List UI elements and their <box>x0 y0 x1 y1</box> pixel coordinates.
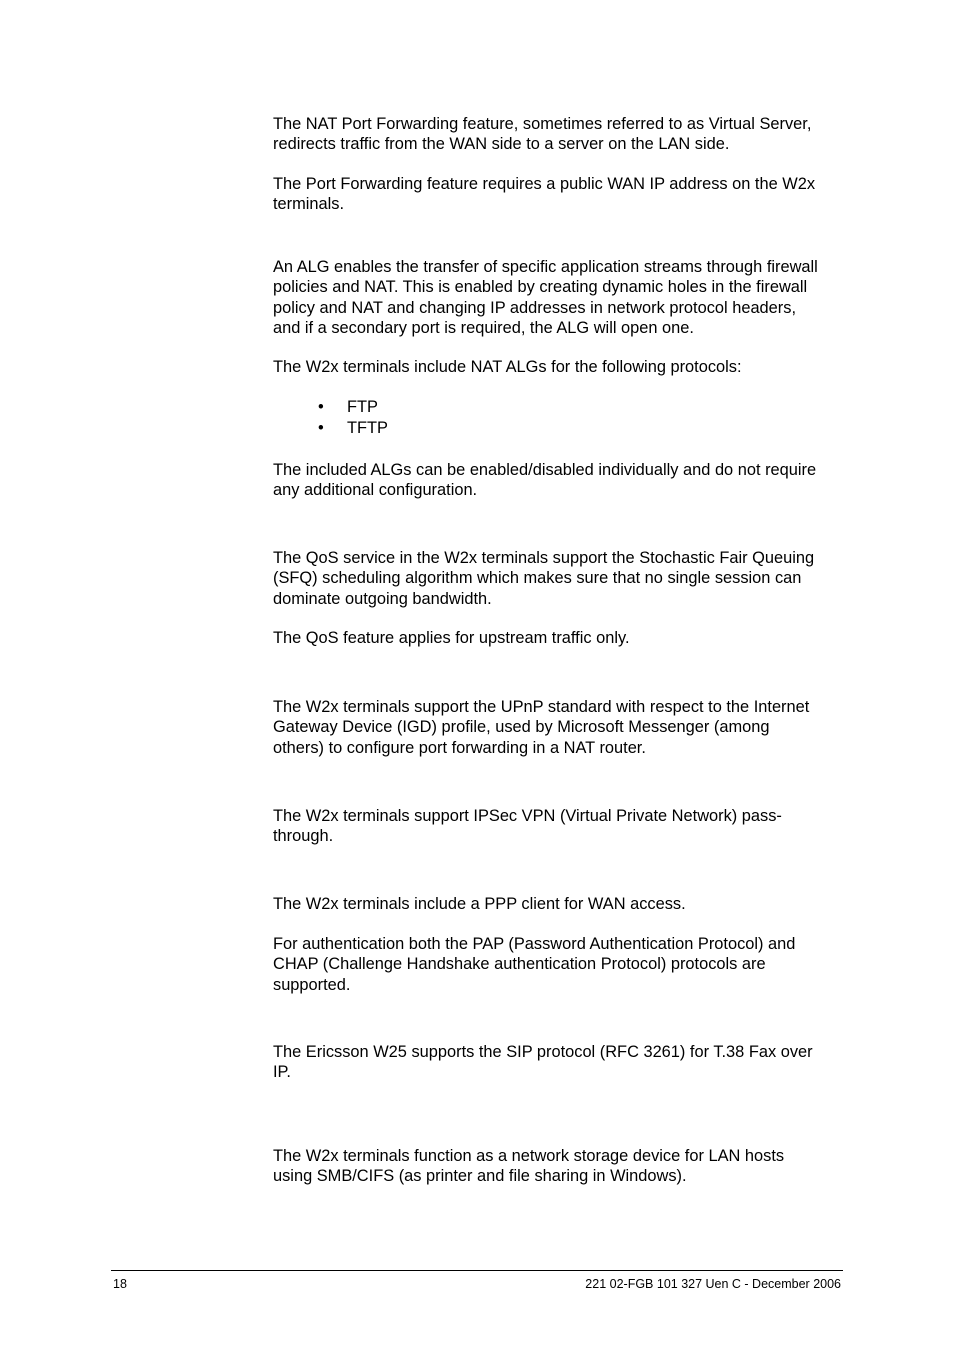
paragraph-qos-service: The QoS service in the W2x terminals support the Stochastic Fair Queuing (SFQ) scheduling algorithm which makes sure that no single session can dominate outgoing bandwidth. <box>273 549 815 608</box>
page-number: 18 <box>113 1277 127 1291</box>
paragraph-upnp: The W2x terminals support the UPnP standard with respect to the Internet Gateway Device (IGD) profile, used by Microsoft Messenger (among others) to configure port forwarding in a NAT router. <box>273 698 810 757</box>
paragraph-nat-port-forwarding: The NAT Port Forwarding feature, sometimes referred to as Virtual Server, redirects traffic from the WAN side to a server on the LAN side. <box>273 115 812 154</box>
paragraph-network-storage: The W2x terminals function as a network storage device for LAN hosts using SMB/CIFS (as printer and file sharing in Windows). <box>273 1147 785 1186</box>
paragraph-ipsec-vpn: The W2x terminals support IPSec VPN (Virtual Private Network) pass- through. <box>273 807 782 846</box>
footer-divider <box>111 1270 843 1271</box>
paragraph-ppp-client: The W2x terminals include a PPP client for WAN access. <box>273 895 686 913</box>
paragraph-fax-over-ip: The Ericsson W25 supports the SIP protocol (RFC 3261) for T.38 Fax over IP. <box>273 1043 813 1082</box>
paragraph-alg-configuration: The included ALGs can be enabled/disabled individually and do not require any additional configuration. <box>273 461 817 500</box>
paragraph-alg-protocols-intro: The W2x terminals include NAT ALGs for the following protocols: <box>273 358 742 376</box>
document-reference: 221 02-FGB 101 327 Uen C - December 2006 <box>585 1277 841 1291</box>
paragraph-alg-description: An ALG enables the transfer of specific application streams through firewall policies and NAT. This is enabled by creating dynamic holes in the firewall policy and NAT and changing IP addresses in network protocol headers, and if a secondary port is required, the ALG will open one. <box>273 258 818 337</box>
paragraph-qos-upstream: The QoS feature applies for upstream traffic only. <box>273 629 630 647</box>
bullet-icon: • <box>318 419 324 437</box>
paragraph-port-forwarding-requirement: The Port Forwarding feature requires a public WAN IP address on the W2x terminals. <box>273 175 816 214</box>
list-item: • FTP <box>318 398 378 416</box>
bullet-icon: • <box>318 398 324 416</box>
list-item: • TFTP <box>318 419 388 437</box>
alg-protocol-list <box>273 397 388 439</box>
paragraph-ppp-authentication: For authentication both the PAP (Password Authentication Protocol) and CHAP (Challenge Handshake authentication Protocol) protocols are supported. <box>273 935 796 994</box>
